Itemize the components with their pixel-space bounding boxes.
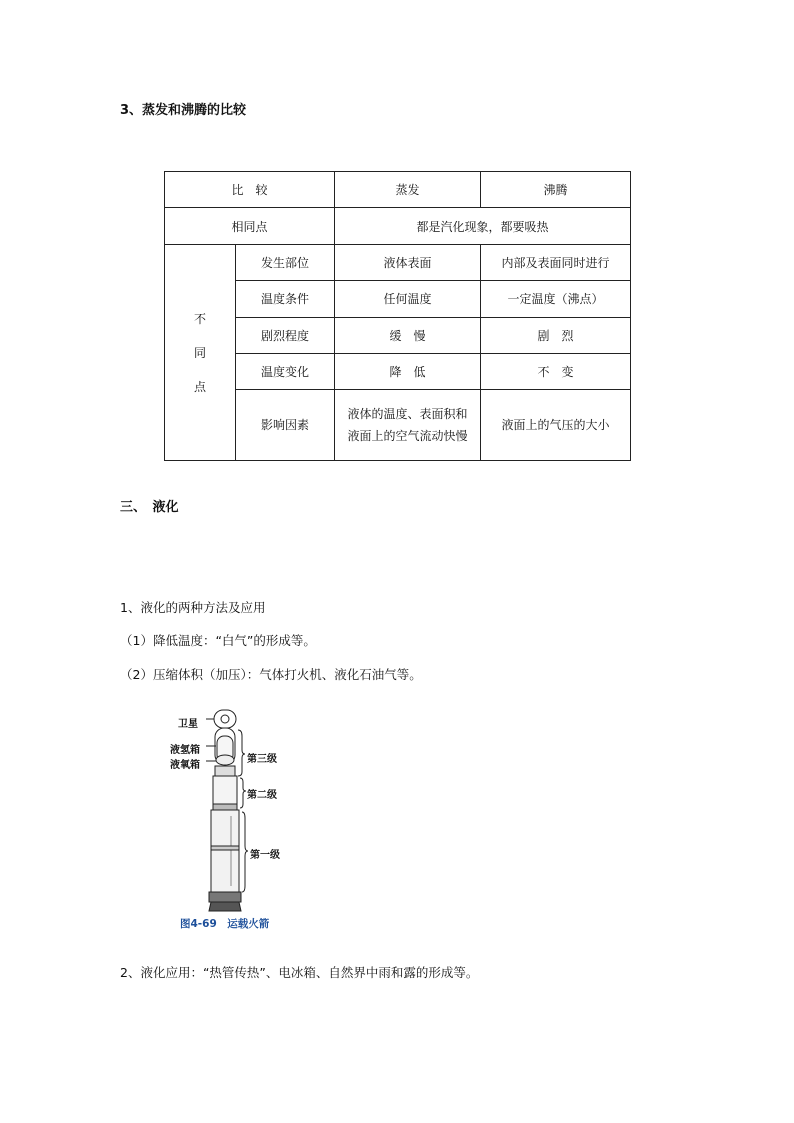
label-stage-3: 第三级 (247, 754, 277, 765)
boil-cell: 一定温度（沸点） (481, 281, 631, 317)
item-1b: （2）压缩体积（加压）：气体打火机、液化石油气等。 (120, 667, 422, 682)
boil-cell: 不 变 (481, 353, 631, 389)
boil-cell: 内部及表面同时进行 (481, 245, 631, 281)
label-satellite: 卫星 (178, 719, 198, 730)
boil-cell: 液面上的气压的大小 (481, 389, 631, 460)
evap-cell: 液体表面 (335, 245, 481, 281)
diff-label: 不 同 点 (165, 245, 236, 461)
section-title-3: 3、蒸发和沸腾的比较 (120, 103, 247, 118)
boil-cell: 剧 烈 (481, 317, 631, 353)
aspect-cell: 温度变化 (236, 353, 335, 389)
header-boiling: 沸腾 (481, 172, 631, 208)
label-stage-1: 第一级 (250, 850, 280, 861)
item-1: 1、液化的两种方法及应用 (120, 600, 266, 615)
label-stage-2: 第二级 (247, 790, 277, 801)
same-label: 相同点 (165, 208, 335, 245)
item-1a: （1）降低温度：“白气”的形成等。 (120, 633, 316, 648)
item-2: 2、液化应用：“热管传热”、电冰箱、自然界中雨和露的形成等。 (120, 965, 479, 980)
evap-cell: 降 低 (335, 353, 481, 389)
aspect-cell: 发生部位 (236, 245, 335, 281)
aspect-cell: 温度条件 (236, 281, 335, 317)
same-value: 都是汽化现象，都要吸热 (335, 208, 631, 245)
evap-cell: 缓 慢 (335, 317, 481, 353)
label-hydrogen-tank: 液氢箱 (170, 745, 200, 756)
evap-cell: 任何温度 (335, 281, 481, 317)
evap-cell: 液体的温度、表面积和 液面上的空气流动快慢 (335, 389, 481, 460)
label-oxygen-tank: 液氧箱 (170, 760, 200, 771)
aspect-cell: 剧烈程度 (236, 317, 335, 353)
comparison-table (164, 171, 631, 461)
aspect-cell: 影响因素 (236, 389, 335, 460)
section-title-liquefaction: 三、 液化 (120, 500, 179, 515)
figure-caption: 图4-69 运载火箭 (180, 918, 270, 930)
rocket-figure (170, 706, 300, 936)
rocket-drawing (170, 706, 300, 916)
header-evaporation: 蒸发 (335, 172, 481, 208)
header-compare: 比 较 (165, 172, 335, 208)
